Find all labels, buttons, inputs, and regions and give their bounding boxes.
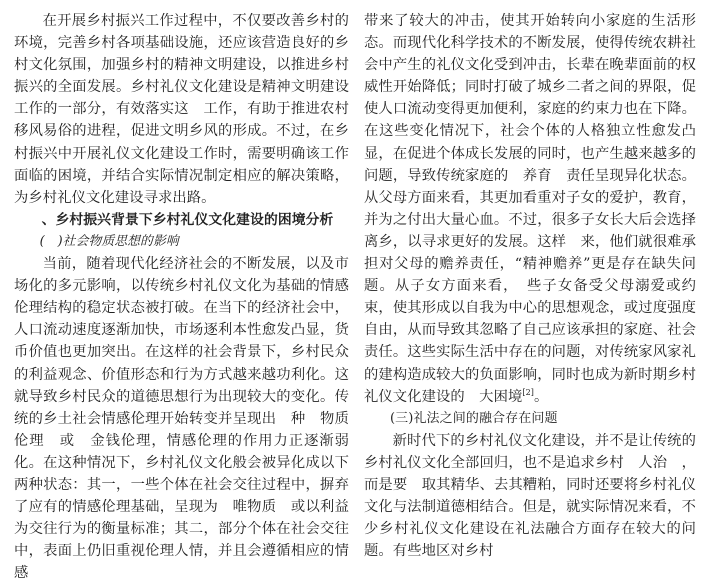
intro-paragraph: 在开展乡村振兴工作过程中，不仅要改善乡村的环境，完善乡村各项基础设施，还应该营造良好的乡村文化氛围，加强乡村的精神文明建设，以推进乡村振兴的全面发展。乡村礼仪文化建设是精神文明建设工作的一部分，有效落实这 工作，有助于推进农村移风易俗的进程，促进文明乡风的形成。不过，在乡村振兴中开展礼仪文化建设工作时，需要明确该工作面临的困境，并结合实际情况制定相应的解决策略，为乡村礼仪文化建设寻求出路。 [14, 13, 349, 206]
reference-marker: [2] [522, 387, 535, 397]
section-heading: 、乡村振兴背景下乡村礼仪文化建设的困境分析 [41, 211, 334, 228]
body-paragraph-law-integration: 新时代下的乡村礼仪文化建设，并不是让传统的乡村礼仪文化全部回归，也不是追求乡村 人治 ，而是要 取其精华、去其糟粕，同时还要将乡村礼仪文化与法制道德相结合。但是，就实际情况来看，不少乡村礼仪文化建设在礼法融合方面存在较大的问题。有些地区对乡村 [364, 432, 696, 560]
subsection-heading-3: (三)礼法之间的融合存在问题 [390, 410, 558, 426]
body-paragraph-material-influence: 当前，随着现代化经济社会的不断发展，以及市场化的多元影响，以传统乡村礼仪文化为基础的情感伦理结构的稳定状态被打破。在当下的经济社会中，人口流动速度逐渐加快，市场逐利本性愈发凸显，货币价值也更加突出。在这样的社会背景下，乡村民众的利益观念、价值形态和行为方式越来越功利化。这就导致乡村民众的道德思想行为出现较大的变化。传统的乡土社会情感伦理开始转变并呈现出 种 物质伦理 或 金钱伦理，情感伦理的作用力正逐渐弱化。在这种情况下，乡村礼仪文化般会被异化成以下两种状态：其一，一些个体在社会交往过程中，摒弃了应有的情感伦理基础，呈现为 唯物质 或以利益为交往行为的衡量标准；其二，部分个体在社会交往中，表面上仍旧重视伦理人情，并且会遵循相应的情感 [14, 256, 349, 582]
continued-paragraph-text: 带来了较大的冲击，使其开始转向小家庭的生活形态。而现代化科学技术的不断发展，使得传统农耕社会中产生的礼仪文化受到冲击，长辈在晚辈面前的权威性开始降低；同时打破了城乡二者之间的界限，促使人口流动变得更加便利，家庭的约束力也在下降。在这些变化情况下，社会个体的人格独立性愈发凸显，在促进个体成长发展的同时，也产生越来越多的问题，导致传统家庭的 养育 责任呈现异化状态。从父母方面来看，其更加看重对子女的爱护，教育，并为之付出大量心血。不过，很多子女长大后会选择离乡，以寻求更好的发展。这样 来，他们就很难承担对父母的赡养责任，“精神赡养”更是存在缺失问题。从子女方面来看， 些子女备受父母溺爱或约束，使其形成以自我为中心的思想观念，或过度强度自由，从而导致其忽略了自己应该承担的家庭、社会责任。这些实际生活中存在的问题，对传统家风家礼的建构造成较大的负面影响，同时也成为新时期乡村礼仪文化建设的 大困境 [364, 13, 696, 405]
continued-paragraph-end: 。 [534, 388, 549, 405]
subsection-heading-1: ( )社会物质思想的影响 [39, 233, 179, 249]
right-column [364, 10, 696, 562]
left-column [14, 10, 349, 584]
continued-paragraph [364, 10, 696, 408]
